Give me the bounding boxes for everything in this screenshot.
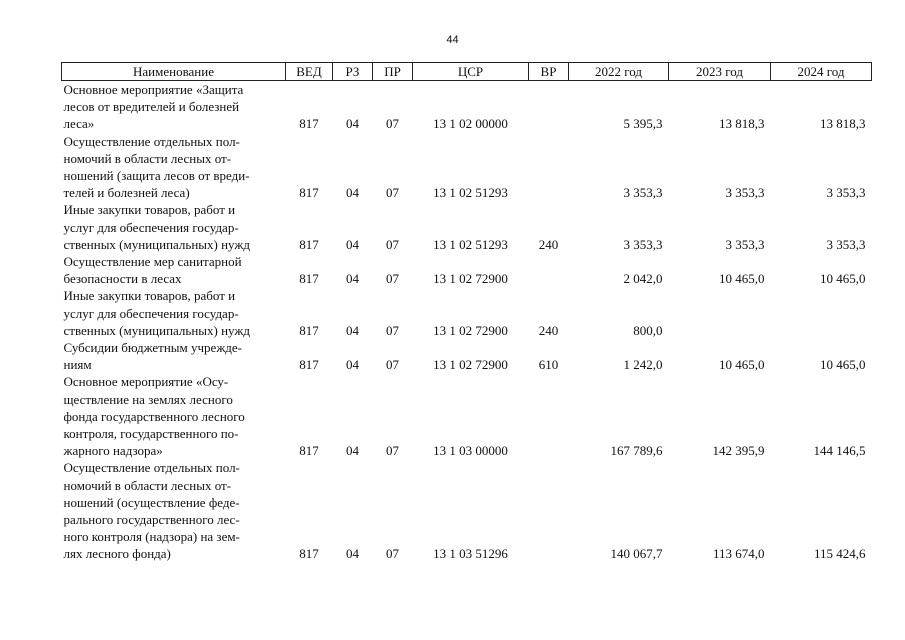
row-rz: 04 — [346, 546, 359, 562]
row-vr — [529, 253, 569, 287]
header-2022: 2022 год — [569, 63, 669, 81]
row-2024: 13 818,3 — [820, 116, 866, 132]
row-pr: 07 — [386, 116, 399, 132]
row-2024: 115 424,6 — [813, 546, 866, 562]
row-2023: 3 353,3 — [725, 236, 765, 252]
row-name-line: ниям — [63, 357, 92, 373]
table-row — [62, 339, 872, 373]
row-rz: 04 — [346, 236, 359, 252]
row-name — [62, 339, 286, 373]
row-2022: 5 395,3 — [623, 116, 663, 132]
row-name-line: услуг для обеспечения государ- — [63, 305, 239, 321]
row-name-line: номочий в области лесных от- — [63, 150, 232, 166]
row-csr: 13 1 03 51296 — [433, 546, 508, 562]
table-row — [62, 373, 872, 459]
table-row — [62, 287, 872, 339]
row-2022: 2 042,0 — [623, 271, 663, 287]
table-header-row — [62, 63, 872, 81]
row-name-line: номочий в области лесных от- — [63, 477, 232, 493]
row-vr — [529, 133, 569, 202]
row-csr: 13 1 03 00000 — [433, 443, 508, 459]
budget-table — [61, 62, 872, 563]
row-rz: 04 — [346, 185, 359, 201]
header-2023: 2023 год — [669, 63, 771, 81]
row-pr: 07 — [386, 185, 399, 201]
row-name-line: Осуществление отдельных пол- — [63, 133, 240, 149]
row-name-line: контроля, государственного по- — [63, 426, 239, 442]
row-csr: 13 1 02 51293 — [433, 236, 508, 252]
header-ved: ВЕД — [286, 63, 333, 81]
row-name-line: рального государственного лес- — [63, 512, 240, 528]
row-2023 — [669, 287, 771, 339]
row-2023: 142 395,9 — [712, 443, 765, 459]
row-ved: 817 — [299, 116, 319, 132]
header-csr: ЦСР — [413, 63, 529, 81]
row-2022: 3 353,3 — [623, 185, 663, 201]
row-name-line: фонда государственного лесного — [63, 408, 245, 424]
row-name-line: Осуществление мер санитарной — [63, 254, 242, 270]
row-2024: 144 146,5 — [813, 443, 866, 459]
row-2022: 1 242,0 — [623, 357, 663, 373]
row-csr: 13 1 02 72900 — [433, 322, 508, 338]
row-pr: 07 — [386, 271, 399, 287]
table-row — [62, 133, 872, 202]
row-name-line: телей и болезней леса) — [63, 185, 190, 201]
row-rz: 04 — [346, 443, 359, 459]
row-name-line: Основное мероприятие «Осу- — [63, 374, 229, 390]
row-pr: 07 — [386, 546, 399, 562]
header-rz: РЗ — [333, 63, 373, 81]
row-rz: 04 — [346, 116, 359, 132]
row-ved: 817 — [299, 443, 319, 459]
row-name-line: ственных (муниципальных) нужд — [63, 322, 250, 338]
row-name-line: Субсидии бюджетным учрежде- — [63, 340, 243, 356]
row-name-line: Основное мероприятие «Защита — [63, 82, 244, 97]
header-name: Наименование — [62, 63, 286, 81]
row-name-line: леса» — [63, 116, 95, 132]
row-name-line: лях лесного фонда) — [63, 546, 171, 562]
row-rz: 04 — [346, 357, 359, 373]
table-row — [62, 459, 872, 562]
row-name-line: Осуществление отдельных пол- — [63, 460, 240, 476]
row-pr: 07 — [386, 236, 399, 252]
row-csr: 13 1 02 00000 — [433, 116, 508, 132]
row-2022: 140 067,7 — [610, 546, 663, 562]
row-2023: 13 818,3 — [719, 116, 765, 132]
row-name — [62, 459, 286, 562]
row-csr: 13 1 02 72900 — [433, 357, 508, 373]
row-name-line: ношений (осуществление феде- — [63, 494, 240, 510]
row-csr: 13 1 02 51293 — [433, 185, 508, 201]
table-body — [62, 81, 872, 563]
row-2024: 3 353,3 — [826, 185, 866, 201]
row-2022: 3 353,3 — [623, 236, 663, 252]
row-2023: 10 465,0 — [719, 357, 765, 373]
row-name-line: лесов от вредителей и болезней — [63, 99, 240, 115]
row-ved: 817 — [299, 271, 319, 287]
row-2022: 800,0 — [633, 322, 663, 338]
table-row — [62, 201, 872, 253]
row-name — [62, 253, 286, 287]
header-2024: 2024 год — [771, 63, 872, 81]
row-name — [62, 201, 286, 253]
table-row — [62, 81, 872, 133]
row-name-line: ществление на землях лесного — [63, 391, 233, 407]
row-vr: 240 — [538, 236, 559, 252]
row-vr — [529, 81, 569, 133]
row-vr — [529, 373, 569, 459]
row-pr: 07 — [386, 322, 399, 338]
page-number: 44 — [446, 34, 459, 46]
row-2024: 10 465,0 — [820, 271, 866, 287]
row-rz: 04 — [346, 322, 359, 338]
row-ved: 817 — [299, 236, 319, 252]
row-2023: 10 465,0 — [719, 271, 765, 287]
row-name-line: жарного надзора» — [63, 443, 163, 459]
header-pr: ПР — [373, 63, 413, 81]
row-name-line: ственных (муниципальных) нужд — [63, 236, 250, 252]
row-pr: 07 — [386, 357, 399, 373]
row-name — [62, 287, 286, 339]
row-name-line: Иные закупки товаров, работ и — [63, 202, 236, 218]
row-name-line: ного контроля (надзора) на зем- — [63, 529, 240, 545]
row-name-line: безопасности в лесах — [63, 271, 182, 287]
row-ved: 817 — [299, 322, 319, 338]
row-name — [62, 373, 286, 459]
row-name-line: Иные закупки товаров, работ и — [63, 288, 236, 304]
row-name-line: ношений (защита лесов от вреди- — [63, 168, 250, 184]
row-vr: 610 — [538, 357, 559, 373]
row-name — [62, 81, 286, 133]
row-2024: 3 353,3 — [826, 236, 866, 252]
row-vr: 240 — [538, 322, 559, 338]
row-csr: 13 1 02 72900 — [433, 271, 508, 287]
row-2024: 10 465,0 — [820, 357, 866, 373]
row-rz: 04 — [346, 271, 359, 287]
table-row — [62, 253, 872, 287]
row-name-line: услуг для обеспечения государ- — [63, 219, 239, 235]
row-2022: 167 789,6 — [610, 443, 663, 459]
row-ved: 817 — [299, 185, 319, 201]
row-pr: 07 — [386, 443, 399, 459]
row-2024 — [771, 287, 872, 339]
row-2023: 113 674,0 — [712, 546, 765, 562]
row-ved: 817 — [299, 546, 319, 562]
row-2023: 3 353,3 — [725, 185, 765, 201]
row-vr — [529, 459, 569, 562]
row-ved: 817 — [299, 357, 319, 373]
row-name — [62, 133, 286, 202]
header-vr: ВР — [529, 63, 569, 81]
